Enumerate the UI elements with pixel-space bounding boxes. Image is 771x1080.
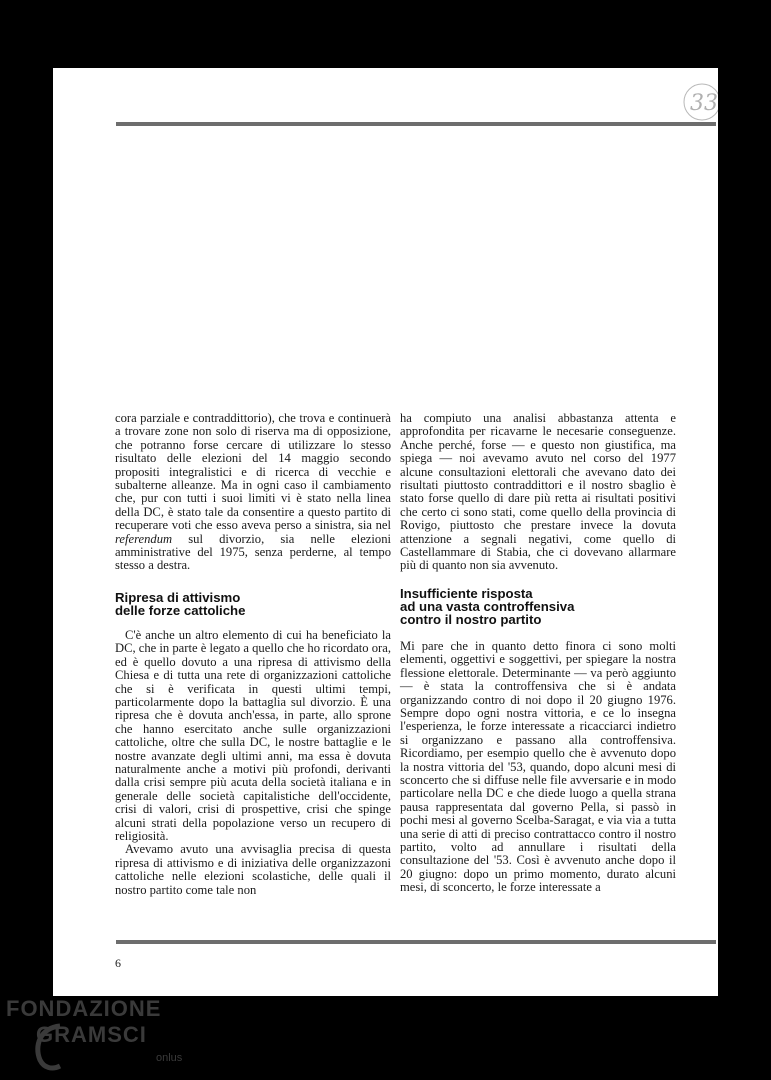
top-rule [116,122,716,126]
section-heading-ripresa: Ripresa di attivismo delle forze cattoliche [115,589,246,618]
document-page [53,68,718,996]
archive-stamp-icon [676,80,718,124]
logo-line-2: GRAMSCI [36,1022,147,1047]
right-intro-paragraph: ha compiuto una analisi abbastanza attenta e approfondita per ricavarne le necesarie conseguenze. Anche perché, forse — e questo non giustifica, ma spiega — noi avevamo avuto nel corso del 1977 alcune consultazioni elettorali che avevano dato dei risultati piuttosto contraddittori e il nostro sbaglio è stato forse quello di dare più retta ai risultati positivi che certo ci sono stati, come quello della provincia di Rovigo, piuttosto che prestare invece la dovuta attenzione a segnali negativi, come quello di Castellammare di Stabia, che ci dovevano allarmare più di quanto non sia avvenuto. [400,411,676,573]
stamp-text: 33 [690,91,718,116]
right-paragraph-2: Mi pare che in quanto detto finora ci sono molti elementi, oggettivi e soggettivi, per spiegare la nostra flessione elettorale. Determinante — va però aggiunto — è stata la controffensiva che si è andata organizzando contro di noi dopo il 20 giugno 1976. Sempre dopo ogni nostra vittoria, e ce lo insegna l'esperienza, le forze interessate a ricacciarci indietro si organizzano e passano alla controffensiva. Ricordiamo, per esempio quello che è avvenuto dopo la nostra vittoria del '53, quando, dopo alcuni mesi di sconcerto che si diffuse nelle file avversarie e in modo particolare nella DC e che diede luogo a quella strana pausa rappresentata dal governo Pella, si passò in pochi mesi al governo Scelba-Saragat, e via via a tutta una serie di atti di preciso contrattacco contro il nostro partito, volto ad annullare i risultati della consultazione del '53. Così è avvenuto anche dopo il 20 giugno: dopo un primo momento, durato alcuni mesi, di sconcerto, le forze interessate a [400,638,676,895]
left-column [115,412,391,897]
logo-line-3: onlus [156,1052,183,1064]
left-paragraph-2: C'è anche un altro elemento di cui ha beneficiato la DC, che in parte è legato a quello che ho ricordato ora, ed è quello dovuto a una ripresa di attivismo della Chiesa e di tutta una rete di organizzazioni cattoliche che si è verificata in questi ultimi tempi, particolarmente dopo la battaglia sul divorzio. È una ripresa che è dovuta anch'essa, in parte, allo sprone che hanno esercitato anche sulle organizzazioni cattoliche, oltre che sulla DC, le nostre battaglie e le nostre avanzate degli ultimi anni, ma essa è dovuta naturalmente anche a motivi più profondi, derivanti dalla crisi sempre più acuta della società italiana e in generale delle società capitalistiche dell'occidente, crisi di valori, crisi di prospettive, crisi che spinge alcuni strati della popolazione verso un recupero di religiosità. [115,627,391,843]
bottom-rule [116,940,716,944]
section-heading-insufficiente: Insufficiente risposta ad una vasta controffensiva contro il nostro partito [400,585,575,627]
left-paragraph-3: Avevamo avuto una avvisaglia precisa di questa ripresa di attivismo e di iniziativa delle organizzazoni cattoliche nelle elezioni scolastiche, delle quali il nostro partito come tale non [115,842,391,897]
right-column [400,412,676,895]
logo-line-1: FONDAZIONE [6,996,162,1021]
page-number: 6 [115,956,121,970]
referendum-word: referendum [115,531,173,546]
left-intro-paragraph: cora parziale e contraddittorio), che trova e continuerà a trovare zone non solo di riserva ma di opposizione, che potranno forse cercare di utilizzare lo stesso risultato delle elezioni del 14 maggio secondo propositi integralistici e di ricerca di vecchie e subalterne alleanze. Ma in ogni caso il cambiamento che, pur con tutti i suoi limiti vi è stato nella linea della DC, è stato tale da consentire a questo partito di recuperare voti che esso aveva perso a sinistra, sia nel referendum sul divorzio, sia nelle elezioni amministrative del 1975, senza perderne, al tempo stesso a destra. [115,411,391,573]
